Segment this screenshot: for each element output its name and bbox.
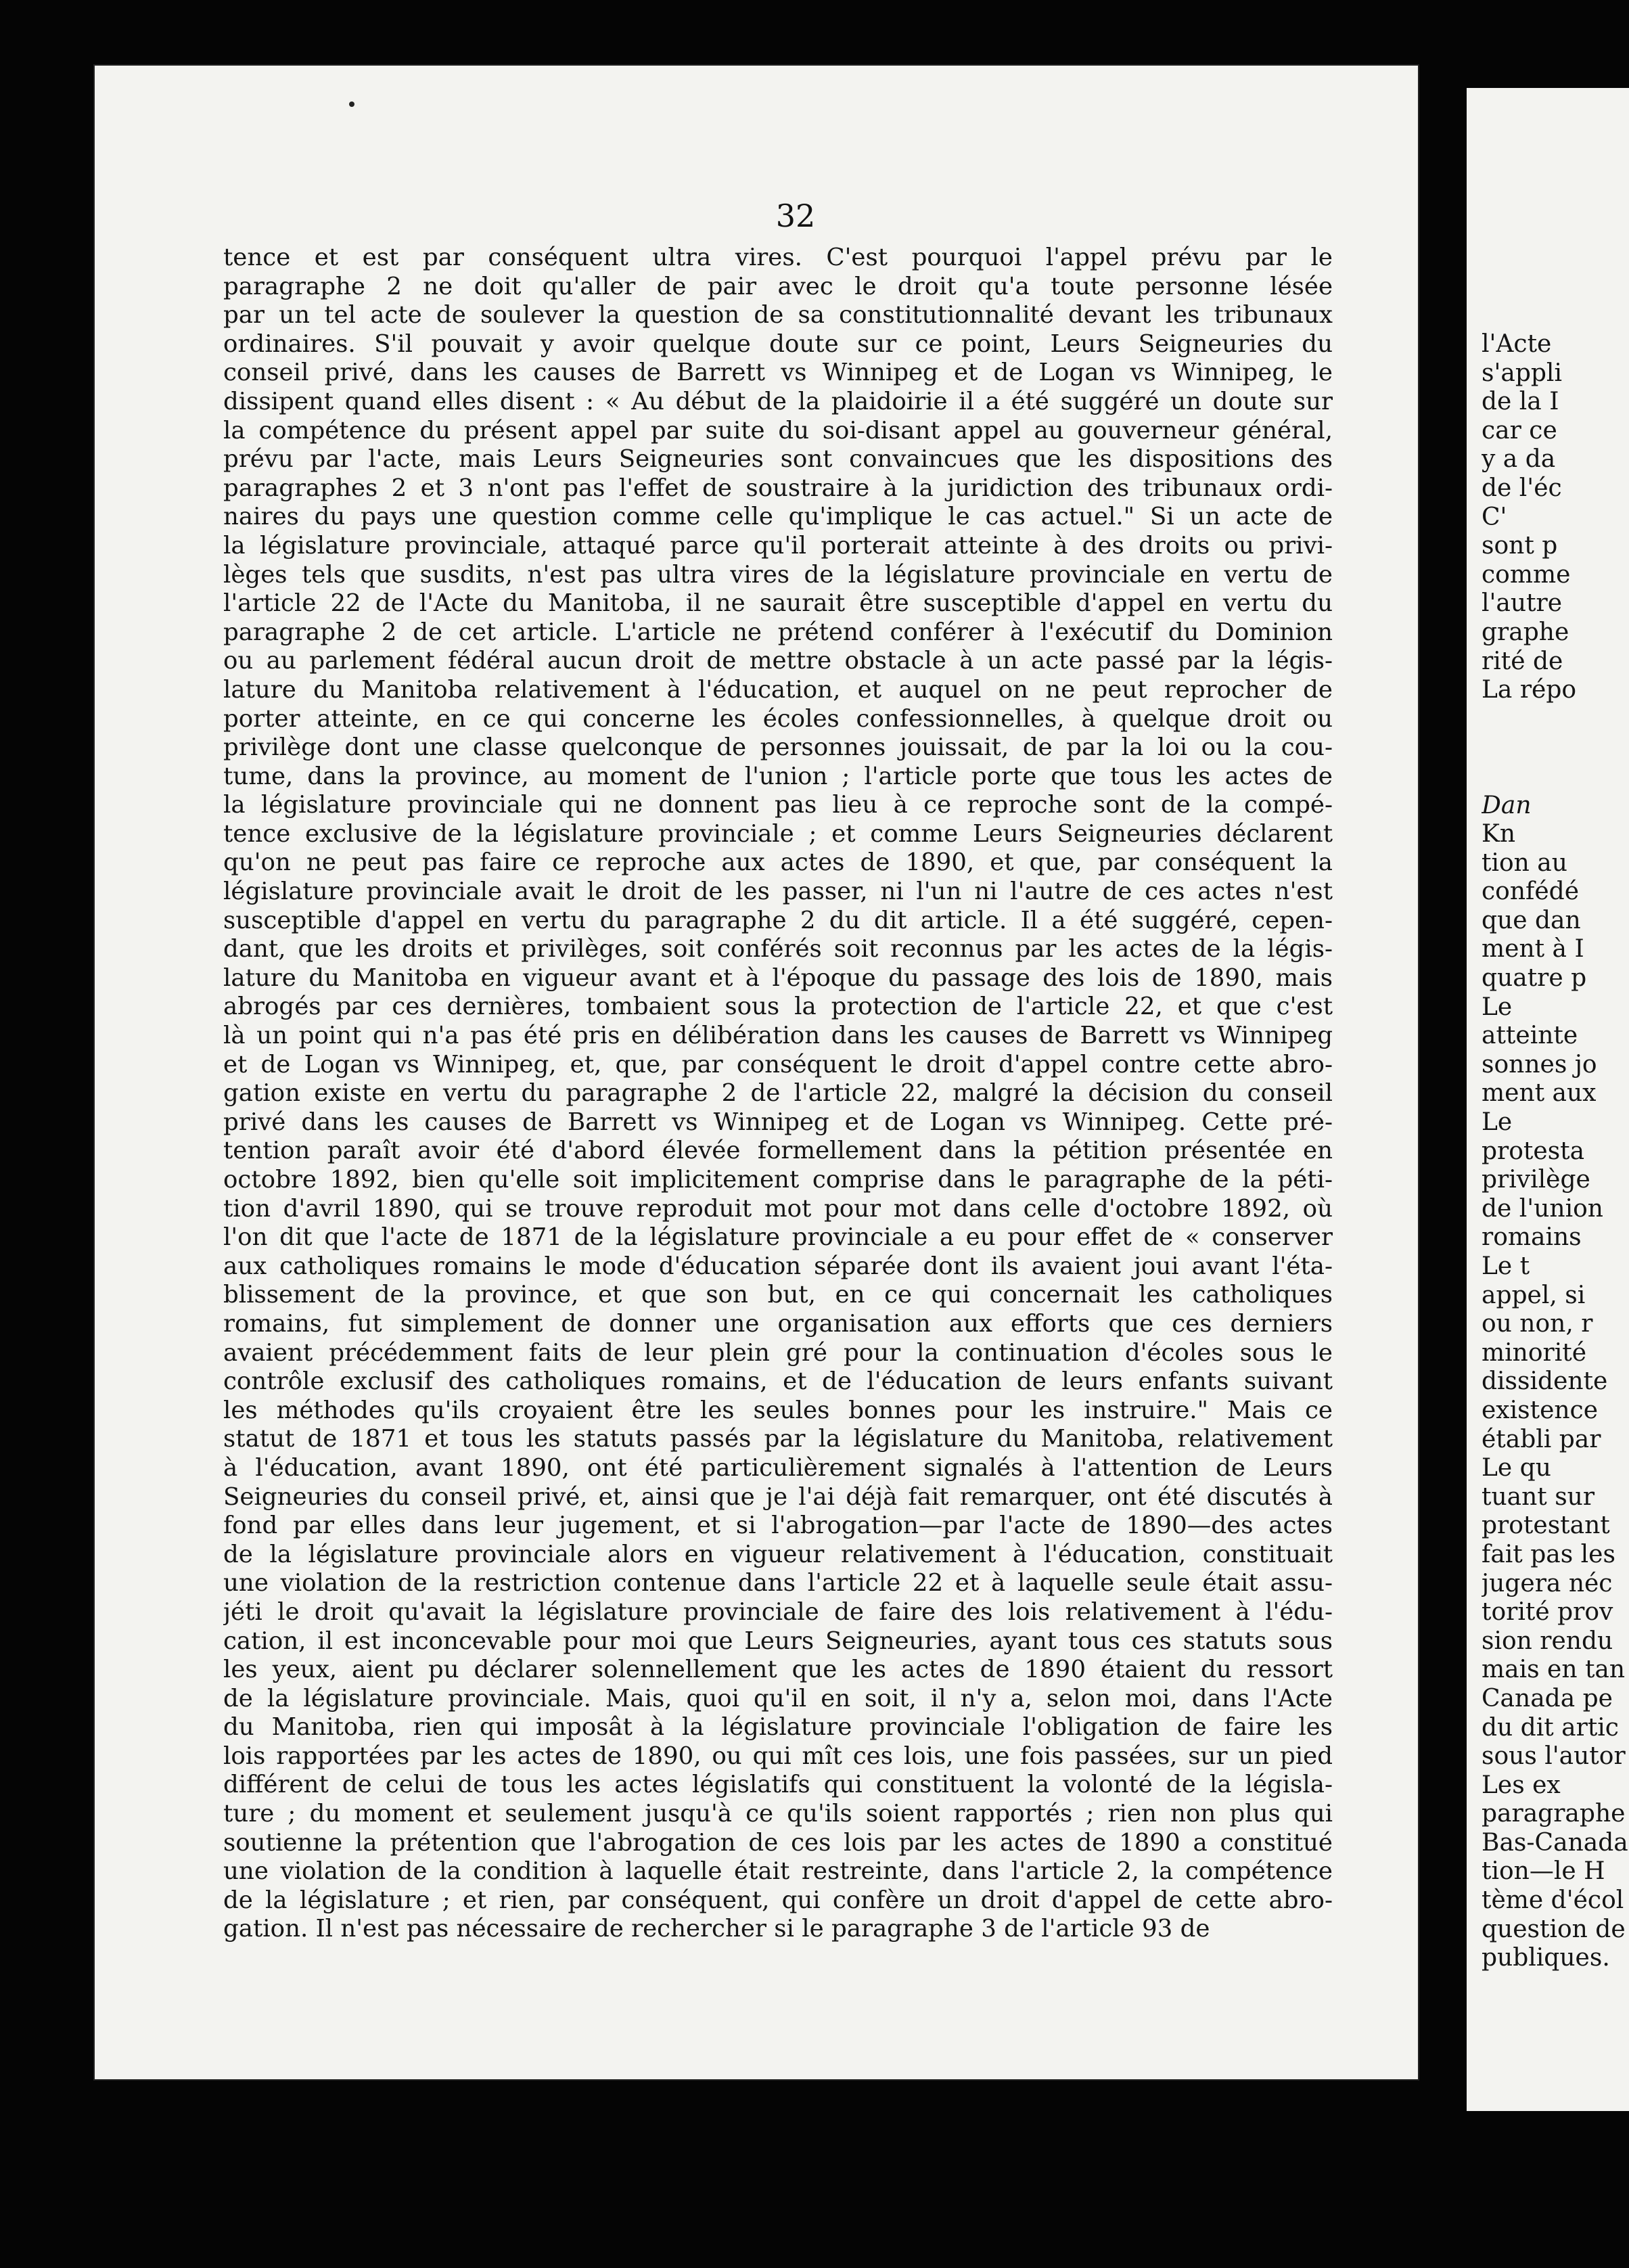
adjacent-text-line: C' [1482,503,1507,531]
adjacent-text-line: y a da [1482,445,1556,474]
adjacent-text-line: minorité [1482,1338,1587,1367]
adjacent-text-line: privilège [1482,1166,1590,1194]
adjacent-text-line: question de [1482,1915,1626,1943]
adjacent-text-line [1482,705,1629,734]
text-line: jéti le droit qu'avait la législature provinciale de faire des lois relativement à l'édu- [223,1597,1333,1626]
text-line: gation. Il n'est pas nécessaire de rechercher si le paragraphe 3 de l'article 93 de [223,1915,1210,1943]
text-line: tence et est par conséquent ultra vires. C'est pourquoi l'appel prévu par le [223,244,1333,271]
text-line: statut de 1871 et tous les statuts passés par la législature du Manitoba, relativement [223,1425,1333,1453]
text-line: contrôle exclusif des catholiques romains, et de l'éducation de leurs enfants suivant [223,1367,1333,1396]
text-line: dissipent quand elles disent : « Au début de la plaidoirie il a été suggéré un doute sur [223,387,1333,415]
text-line: romains, fut simplement de donner une organisation aux efforts que ces derniers [223,1309,1333,1338]
text-line: tion d'avril 1890, qui se trouve reproduit mot pour mot dans celle d'octobre 1892, où [223,1194,1333,1223]
adjacent-text-line: ou non, r [1482,1310,1593,1338]
text-line: tention paraît avoir été d'abord élevée formellement dans la pétition présentée en [223,1137,1333,1165]
adjacent-text-line: atteinte [1482,1022,1578,1050]
text-line: paragraphe 2 ne doit qu'aller de pair avec le droit qu'a toute personne lésée [223,272,1333,300]
adjacent-text-line: de l'union [1482,1194,1603,1223]
text-line: privé dans les causes de Barrett vs Winnipeg et de Logan vs Winnipeg. Cette pré- [223,1108,1333,1136]
text-line: qu'on ne peut pas faire ce reproche aux actes de 1890, et que, par conséquent la [223,848,1333,877]
adjacent-text-line: ment aux [1482,1079,1597,1108]
adjacent-text-line: que dan [1482,906,1581,934]
text-line: lature du Manitoba en vigueur avant et à l'époque du passage des lois de 1890, mais [223,963,1333,992]
text-line: ou au parlement fédéral aucun droit de mettre obstacle à un acte passé par la légis- [223,647,1333,675]
text-line: les méthodes qu'ils croyaient être les seules bonnes pour les instruire." Mais ce [223,1396,1333,1424]
adjacent-text-line: graphe [1482,618,1569,646]
adjacent-text-line: jugera néc [1482,1569,1613,1597]
adjacent-text-line: de la I [1482,388,1559,416]
text-line: différent de celui de tous les actes législatifs qui constituent la volonté de la législa- [223,1771,1333,1799]
text-line: de la législature provinciale. Mais, quoi qu'il en soit, il n'y a, selon moi, dans l'Acte [223,1684,1333,1713]
adjacent-text-line: protesta [1482,1137,1585,1165]
text-line: là un point qui n'a pas été pris en délibération dans les causes de Barrett vs Winnipeg [223,1022,1333,1050]
text-line: ture ; du moment et seulement jusqu'à ce qu'ils soient rapportés ; rien non plus qui [223,1800,1333,1828]
text-line: la législature provinciale, attaqué parce qu'il porterait atteinte à des droits ou privi- [223,531,1333,560]
text-line: la législature provinciale qui ne donnent pas lieu à ce reproche sont de la compé- [223,791,1333,819]
adjacent-text-line: s'appli [1482,359,1562,387]
text-line: lèges tels que susdits, n'est pas ultra vires de la législature provinciale en vertu de [223,560,1333,589]
adjacent-text-line: du dit artic [1482,1713,1619,1742]
adjacent-text-line: Bas-Canada [1482,1828,1628,1857]
adjacent-text-line: romains [1482,1223,1582,1252]
adjacent-text-line: mais en tan [1482,1656,1626,1684]
adjacent-text-line: Les ex [1482,1771,1561,1799]
text-line: susceptible d'appel en vertu du paragraphe 2 du dit article. Il a été suggéré, cepen- [223,906,1333,934]
text-line: la compétence du présent appel par suite du soi-disant appel au gouverneur général, [223,416,1333,445]
adjacent-page-text [1482,330,1629,1973]
adjacent-text-line: Le [1482,1108,1513,1137]
adjacent-text-line: Le [1482,993,1513,1021]
text-line: avaient précédemment faits de leur plein gré pour la continuation d'écoles sous le [223,1338,1333,1367]
text-line: tence exclusive de la législature provinciale ; et comme Leurs Seigneuries déclarent [223,819,1333,848]
text-line: de la législature provinciale alors en vigueur relativement à l'éducation, constituait [223,1540,1333,1568]
adjacent-text-line: confédé [1482,878,1579,906]
adjacent-text-line: de l'éc [1482,474,1562,502]
adjacent-text-line: dissidente [1482,1367,1608,1396]
adjacent-text-line: l'autre [1482,589,1563,618]
text-line: lois rapportées par les actes de 1890, ou qui mît ces lois, une fois passées, sur un pied [223,1742,1333,1770]
adjacent-text-line: existence [1482,1396,1599,1424]
adjacent-text-line: fait pas les [1482,1540,1615,1568]
adjacent-text-line: torité prov [1482,1598,1613,1627]
adjacent-text-line: paragraphe [1482,1800,1626,1828]
text-line: une violation de la condition à laquelle était restreinte, dans l'article 2, la compétence [223,1857,1333,1886]
text-line: tume, dans la province, au moment de l'union ; l'article porte que tous les actes de [223,762,1333,790]
text-line: dant, que les droits et privilèges, soit conférés soit reconnus par les actes de la légis- [223,935,1333,963]
text-line: législature provinciale avait le droit de les passer, ni l'un ni l'autre de ces actes n'est [223,878,1333,906]
adjacent-text-line: quatre p [1482,964,1587,993]
text-line: conseil privé, dans les causes de Barrett vs Winnipeg et de Logan vs Winnipeg, le [223,359,1333,387]
text-line: et de Logan vs Winnipeg, et, que, par conséquent le droit d'appel contre cette abro- [223,1050,1333,1079]
adjacent-text-line: Canada pe [1482,1684,1613,1713]
adjacent-text-line [1482,733,1629,763]
adjacent-text-line: car ce [1482,416,1557,445]
adjacent-text-line: tion au [1482,848,1567,877]
text-line: une violation de la restriction contenue dans l'article 22 et à laquelle seule était assu- [223,1569,1333,1597]
text-line: lature du Manitoba relativement à l'éducation, et auquel on ne peut reprocher de [223,675,1333,704]
text-line: gation existe en vertu du paragraphe 2 de l'article 22, malgré la décision du conseil [223,1079,1333,1108]
adjacent-text-line [1482,763,1629,792]
adjacent-text-line: comme [1482,560,1571,589]
text-line: paragraphe 2 de cet article. L'article ne prétend conférer à l'exécutif du Dominion [223,618,1333,646]
adjacent-text-line: Kn [1482,820,1516,848]
text-line: privilège dont une classe quelconque de personnes jouissait, de par la loi ou la cou- [223,733,1333,762]
adjacent-text-line: Le t [1482,1252,1530,1280]
adjacent-text-line: protestant [1482,1512,1610,1540]
adjacent-text-line: sont p [1482,532,1558,560]
adjacent-text-line: ment à I [1482,935,1584,963]
adjacent-text-line: sous l'autor [1482,1742,1626,1771]
text-line: l'on dit que l'acte de 1871 de la législature provinciale a eu pour effet de « conserver [223,1223,1333,1252]
adjacent-text-line: l'Acte [1482,330,1552,358]
scan-speck [349,101,354,107]
main-body-text [223,244,1333,1944]
page-number: 32 [775,198,816,234]
text-line: cation, il est inconcevable pour moi que Leurs Seigneuries, ayant tous ces statuts sous [223,1627,1333,1655]
text-line: octobre 1892, bien qu'elle soit implicitement comprise dans le paragraphe de la péti- [223,1166,1333,1194]
adjacent-text-line: La répo [1482,676,1577,704]
adjacent-text-line: Dan [1482,791,1532,819]
adjacent-text-line: sion rendu [1482,1627,1613,1655]
text-line: abrogés par ces dernières, tombaient sous la protection de l'article 22, et que c'est [223,993,1333,1021]
adjacent-text-line: établi par [1482,1425,1601,1453]
text-line: de la législature ; et rien, par conséquent, qui confère un droit d'appel de cette abro- [223,1886,1333,1914]
text-line: prévu par l'acte, mais Leurs Seigneuries sont convaincues que les dispositions des [223,445,1333,474]
text-line: à l'éducation, avant 1890, ont été particulièrement signalés à l'attention de Leurs [223,1453,1333,1482]
adjacent-text-line: sonnes jo [1482,1050,1597,1079]
text-line: l'article 22 de l'Acte du Manitoba, il ne saurait être susceptible d'appel en vertu du [223,589,1333,618]
text-line: porter atteinte, en ce qui concerne les écoles confessionnelles, à quelque droit ou [223,704,1333,733]
adjacent-text-line: Le qu [1482,1454,1551,1482]
text-line: naires du pays une question comme celle qu'implique le cas actuel." Si un acte de [223,503,1333,531]
text-line: Seigneuries du conseil privé, et, ainsi que je l'ai déjà fait remarquer, ont été discutés à [223,1482,1333,1511]
adjacent-text-line: tème d'écol [1482,1886,1624,1915]
text-line: les yeux, aient pu déclarer solennellement que les actes de 1890 étaient du ressort [223,1656,1333,1684]
adjacent-text-line: appel, si [1482,1281,1586,1309]
text-line: du Manitoba, rien qui imposât à la législature provinciale l'obligation de faire les [223,1713,1333,1742]
adjacent-text-line: tion—le H [1482,1857,1605,1886]
text-line: aux catholiques romains le mode d'éducation séparée dont ils avaient joui avant l'éta- [223,1252,1333,1280]
text-line: fond par elles dans leur jugement, et si l'abrogation—par l'acte de 1890—des actes [223,1512,1333,1540]
text-line: blissement de la province, et que son but, en ce qui concernait les catholiques [223,1281,1333,1309]
text-line: soutienne la prétention que l'abrogation de ces lois par les actes de 1890 a constitué [223,1828,1333,1857]
adjacent-text-line: tuant sur [1482,1482,1595,1511]
adjacent-text-line: publiques. [1482,1944,1610,1972]
text-line: ordinaires. S'il pouvait y avoir quelque doute sur ce point, Leurs Seigneuries du [223,330,1333,358]
text-line: par un tel acte de soulever la question de sa constitutionnalité devant les tribunaux [223,301,1333,330]
adjacent-text-line: rité de [1482,647,1563,675]
text-line: paragraphes 2 et 3 n'ont pas l'effet de soustraire à la juridiction des tribunaux ordi- [223,474,1333,502]
